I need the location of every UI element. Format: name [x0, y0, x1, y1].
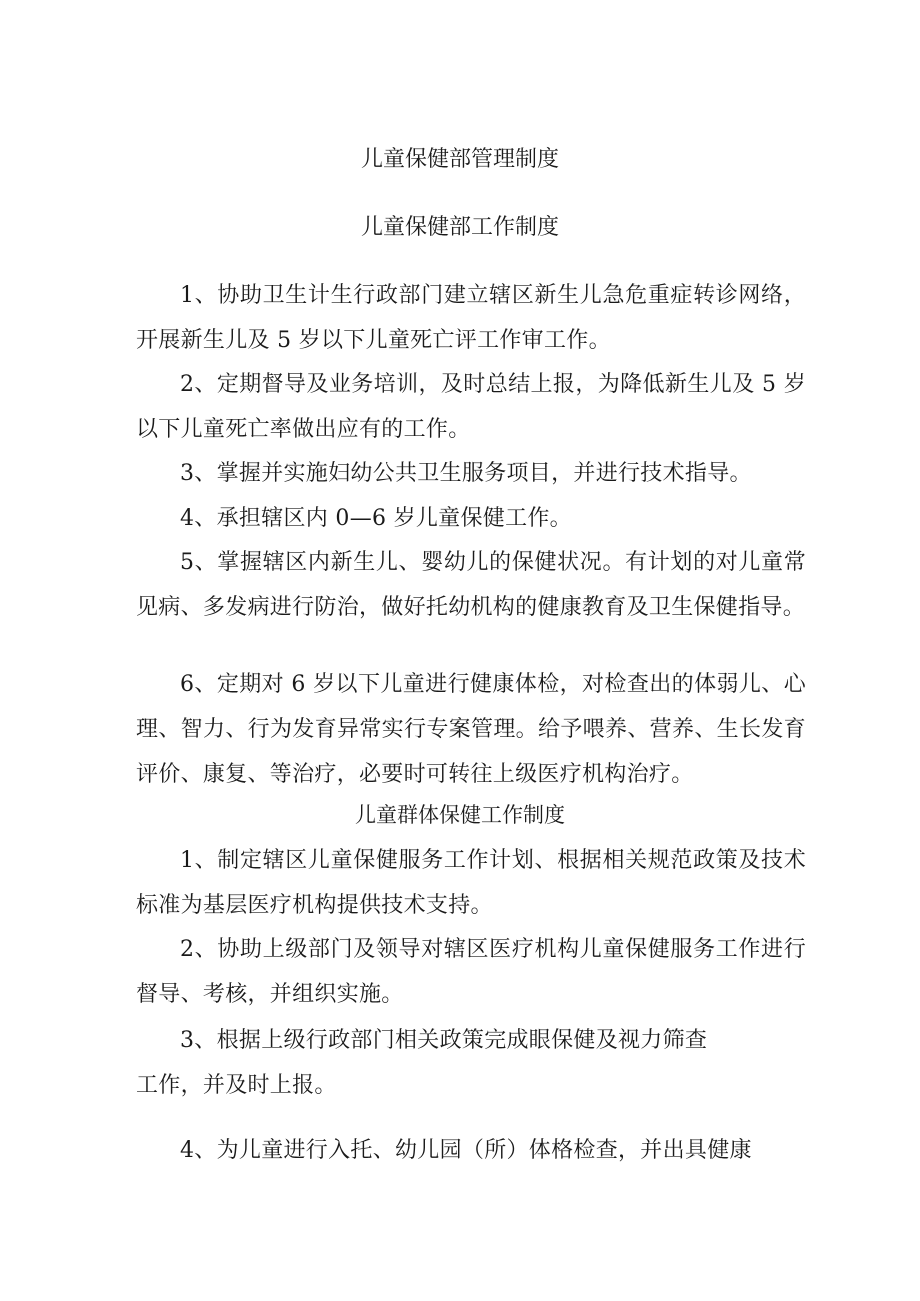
work-rule-paragraph: 1、协助卫生计生行政部门建立辖区新生儿急危重症转诊网络，开展新生儿及 5 岁以下儿童死亡评工作审工作。	[136, 283, 806, 353]
work-rule-paragraph: 4、承担辖区内 0—6 岁儿童保健工作。	[180, 506, 572, 531]
group-rule-paragraph: 3、根据上级行政部门相关政策完成眼保健及视力筛查	[180, 1028, 708, 1053]
work-rule-paragraph: 5、掌握辖区内新生儿、婴幼儿的保健状况。有计划的对儿童常见病、多发病进行防治，做好托幼机构的健康教育及卫生保健指导。	[136, 550, 806, 620]
work-rules-heading: 儿童保健部工作制度	[360, 215, 559, 240]
document-title: 儿童保健部管理制度	[360, 147, 559, 172]
work-rule-paragraph: 3、掌握并实施妇幼公共卫生服务项目，并进行技术指导。	[180, 461, 752, 486]
group-rule-continuation: 工作，并及时上报。	[136, 1073, 337, 1098]
group-rule-paragraph: 1、制定辖区儿童保健服务工作计划、根据相关规范政策及技术标准为基层医疗机构提供技术支持。	[136, 848, 806, 918]
group-rules-heading: 儿童群体保健工作制度	[355, 803, 565, 827]
group-rule-paragraph: 4、为儿童进行入托、幼儿园（所）体格检查，并出具健康	[180, 1138, 752, 1163]
work-rule-paragraph: 6、定期对 6 岁以下儿童进行健康体检，对检查出的体弱儿、心理、智力、行为发育异常实行专案管理。给予喂养、营养、生长发育评价、康复、等治疗，必要时可转往上级医疗机构治疗。	[136, 672, 806, 787]
group-rule-paragraph: 2、协助上级部门及领导对辖区医疗机构儿童保健服务工作进行督导、考核，并组织实施。	[136, 937, 806, 1007]
work-rule-paragraph: 2、定期督导及业务培训，及时总结上报，为降低新生儿及 5 岁以下儿童死亡率做出应有的工作。	[136, 372, 806, 442]
